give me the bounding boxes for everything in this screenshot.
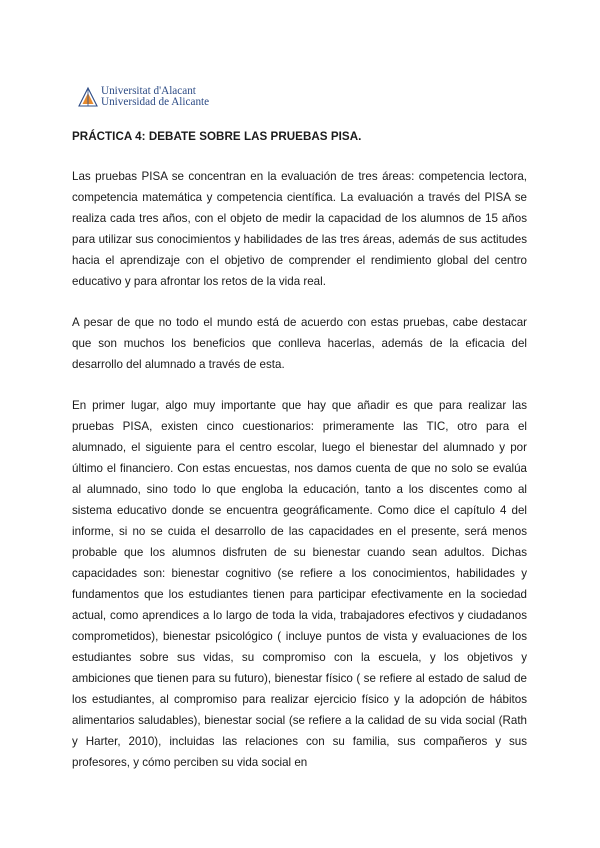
university-emblem-icon: [78, 86, 98, 108]
university-logo: [78, 84, 209, 110]
logo-line-catalan: Universitat d'Alacant: [101, 85, 196, 97]
paragraph-benefits: A pesar de que no todo el mundo está de acuerdo con estas pruebas, cabe destacar que son muchos los beneficios que conlleva hacerlas, además de la eficacia del desarrollo del alumnado a través de esta.: [72, 316, 527, 371]
paragraph-intro: Las pruebas PISA se concentran en la evaluación de tres áreas: competencia lectora, competencia matemática y competencia científica. La evaluación a través del PISA se realiza cada tres años, con el objeto de medir la capacidad de los alumnos de 15 años para utilizar sus conocimientos y habilidades de las tres áreas, además de sus actitudes hacia el aprendizaje con el objetivo de comprender el rendimiento global del centro educativo y para afrontar los retos de la vida real.: [72, 170, 527, 288]
logo-line-spanish: Universidad de Alicante: [101, 96, 210, 108]
paragraph-questionnaires: En primer lugar, algo muy importante que hay que añadir es que para realizar las pruebas PISA, existen cinco cuestionarios: primeramente las TIC, otro para el alumnado, el siguiente para el centro escolar, luego el bienestar del alumnado y por último el financiero. Con estas encuestas, nos damos cuenta de que no solo se evalúa al alumnado, sino todo lo que engloba la educación, tanto a los discentes como al sistema educativo donde se encuentra geográficamente. Como dice el capítulo 4 del informe, si no se cuida el desarrollo de las capacidades en el presente, será menos probable que los alumnos disfruten de su bienestar cuando sean adultos. Dichas capacidades son: bienestar cognitivo (se refiere a los conocimientos, habilidades y fundamentos que los estudiantes tienen para participar efectivamente en la sociedad actual, como aprendices a lo largo de toda la vida, trabajadores efectivos y ciudadanos comprometidos), bienestar psicológico ( incluye puntos de vista y evaluaciones de los estudiantes sobre sus vidas, su compromiso con la escuela, y los objetivos y ambiciones que tienen para su futuro), bienestar físico ( se refiere al estado de salud de los estudiantes, al compromiso para realizar ejercicio físico y la adopción de hábitos alimentarios saludables), bienestar social (se refiere a la calidad de su vida social (Rath y Harter, 2010), incluidas las relaciones con su familia, sus compañeros y sus profesores, y cómo perciben su vida social en: [72, 399, 527, 769]
document-body: [72, 166, 527, 793]
logo-text: [101, 86, 209, 108]
document-title: PRÁCTICA 4: DEBATE SOBRE LAS PRUEBAS PISA.: [72, 130, 362, 143]
